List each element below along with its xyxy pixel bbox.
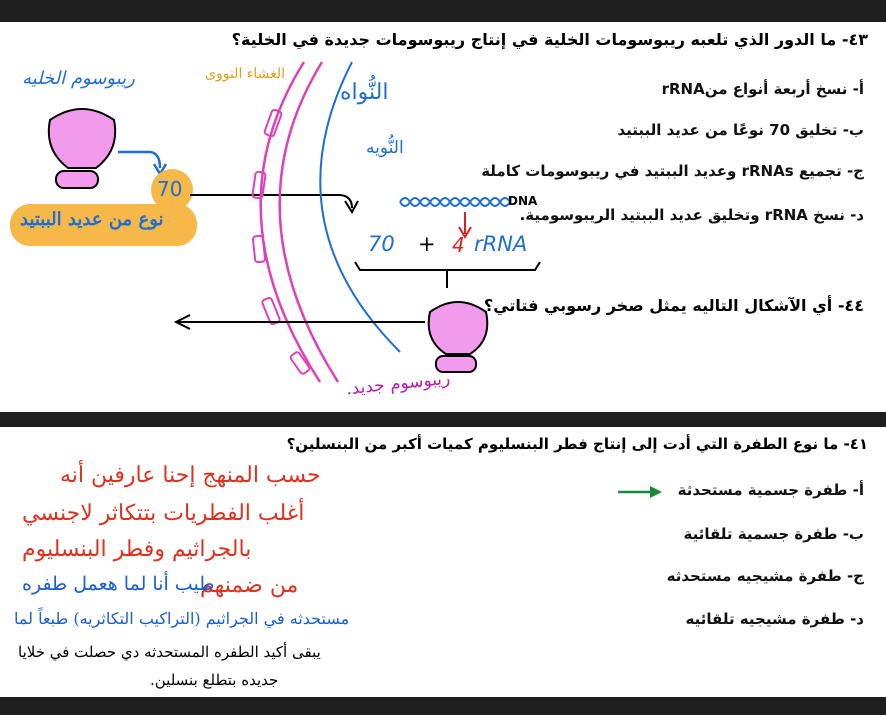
note-black-line-2: جديده بتطلع بنسلين. [150, 671, 279, 689]
note-blue-line-2: مستحدثه في الجراثيم (التراكيب التكاثريه) طبعاً لما [14, 609, 350, 628]
cell-ribosome-label: ريبوسوم الخليه [22, 68, 135, 89]
note-red-line-1: حسب المنهج إحنا عارفين أنه [60, 463, 321, 488]
new-ribosome-large-subunit [429, 302, 488, 354]
option-43-d: د- نسخ rRNA وتخليق عديد الببتيد الريبوسومية. [519, 206, 864, 224]
question-panel-top [0, 22, 886, 412]
equation-plus: + [418, 232, 436, 256]
new-ribosome-label: ريبوسوم جديد. [345, 368, 452, 400]
equation-4: 4 [452, 233, 465, 257]
nucleolus-label: النُّويه [366, 138, 404, 158]
option-43-b: ب- تخليق 70 نوعًا من عديد الببتيد [617, 121, 864, 139]
num70-label: 70 [157, 177, 183, 201]
equation-rrna: rRNA [474, 232, 528, 256]
question-panel-bottom [0, 427, 886, 697]
note-blue-line-1: طيب أنا لما هعمل طفره [22, 573, 215, 595]
note-red-line-2: أغلب الفطريات بتتكاثر لاجنسي [22, 501, 305, 526]
option-43-c: ج- تجميع rRNAs وعديد الببتيد في ريبوسومات كاملة [481, 162, 864, 180]
cell-ribosome-large-subunit [49, 109, 115, 168]
nucleus-label: النُّواه [340, 80, 389, 105]
polypeptide-types-label: نوع من عديد الببتيد [20, 209, 164, 230]
nucleus-boundary [320, 62, 400, 352]
question-41: ٤١- ما نوع الطفرة التي أدت إلى إنتاج فطر البنسليوم كميات أكبر من البنسلين؟ [286, 435, 868, 453]
option-41-b: ب- طفرة جسمية تلقائية [683, 525, 864, 543]
option-43-a: أ- نسخ أربعة أنواع منrRNA [661, 80, 864, 98]
dna-label: DNA [508, 194, 538, 208]
equation-bracket [355, 262, 540, 270]
cell-ribosome-small-subunit [56, 171, 98, 188]
nuclear-envelope-label: الغشاء النووى [205, 66, 286, 82]
note-black-line-1: يبقى أكيد الطفره المستحدثه دي حصلت في خلايا [18, 643, 321, 661]
to-nucleus-arrow [190, 195, 352, 208]
question-44: ٤٤- أي الآشكال التاليه يمثل صخر رسوبي فتاتي؟ [483, 296, 864, 315]
note-red-line-4: من ضمنهم [200, 573, 299, 598]
option-41-d: د- طفرة مشيجيه تلقائيه [685, 610, 864, 628]
note-red-line-3: بالجراثيم وفطر البنسليوم [22, 537, 252, 562]
equation-70: 70 [368, 232, 395, 256]
option-41-a: أ- طفرة جسمية مستحدثة [677, 481, 864, 499]
option-41-c: ج- طفرة مشيجيه مستحدثه [666, 567, 864, 585]
nuclear-envelope-inner [280, 62, 338, 382]
question-43: ٤٣- ما الدور الذي تلعبه ريبوسومات الخلية في إنتاج ريبوسومات جديدة في الخلية؟ [231, 30, 868, 49]
